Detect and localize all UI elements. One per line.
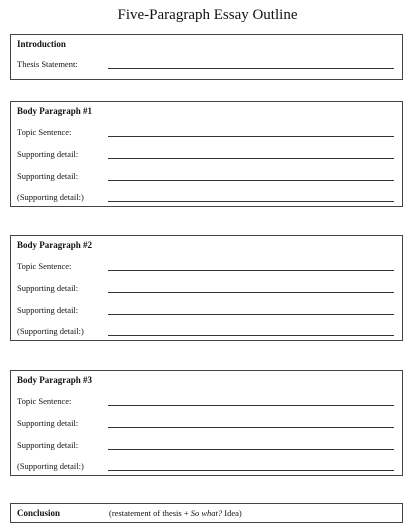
supporting-detail-line[interactable] — [108, 449, 394, 450]
optional-supporting-detail-label: (Supporting detail:) — [17, 326, 84, 336]
optional-supporting-detail-line[interactable] — [108, 470, 394, 471]
supporting-detail-row[interactable] — [11, 282, 402, 294]
topic-sentence-row[interactable] — [11, 260, 402, 272]
supporting-detail-row[interactable] — [11, 417, 402, 429]
supporting-detail-line[interactable] — [108, 180, 394, 181]
supporting-detail-row[interactable] — [11, 439, 402, 451]
conclusion-section — [10, 503, 403, 523]
supporting-detail-label: Supporting detail: — [17, 440, 79, 450]
thesis-statement-line[interactable] — [108, 68, 394, 69]
supporting-detail-line[interactable] — [108, 314, 394, 315]
optional-supporting-detail-line[interactable] — [108, 335, 394, 336]
optional-supporting-detail-line[interactable] — [108, 201, 394, 202]
body-paragraph-3-heading: Body Paragraph #3 — [17, 375, 93, 385]
supporting-detail-label: Supporting detail: — [17, 149, 79, 159]
conclusion-note-italic: So what? — [190, 508, 223, 518]
supporting-detail-line[interactable] — [108, 158, 394, 159]
topic-sentence-label: Topic Sentence: — [17, 127, 72, 137]
optional-supporting-detail-label: (Supporting detail:) — [17, 192, 84, 202]
supporting-detail-line[interactable] — [108, 427, 394, 428]
topic-sentence-label: Topic Sentence: — [17, 396, 72, 406]
thesis-statement-label: Thesis Statement: — [17, 59, 78, 69]
supporting-detail-line[interactable] — [108, 292, 394, 293]
supporting-detail-label: Supporting detail: — [17, 283, 79, 293]
topic-sentence-row[interactable] — [11, 126, 402, 138]
body-paragraph-2-section — [10, 235, 403, 341]
optional-supporting-detail-row[interactable] — [11, 191, 402, 203]
supporting-detail-label: Supporting detail: — [17, 171, 79, 181]
body-paragraph-3-section — [10, 370, 403, 476]
introduction-heading: Introduction — [17, 39, 66, 49]
supporting-detail-row[interactable] — [11, 148, 402, 160]
topic-sentence-label: Topic Sentence: — [17, 261, 72, 271]
topic-sentence-line[interactable] — [108, 136, 394, 137]
page-title: Five-Paragraph Essay Outline — [117, 7, 298, 23]
introduction-section — [10, 34, 403, 80]
conclusion-note-suffix: Idea) — [222, 508, 242, 518]
supporting-detail-label: Supporting detail: — [17, 418, 79, 428]
topic-sentence-row[interactable] — [11, 395, 402, 407]
body-paragraph-1-section — [10, 101, 403, 207]
topic-sentence-line[interactable] — [108, 270, 394, 271]
conclusion-note — [109, 507, 242, 519]
conclusion-note-prefix: (restatement of thesis + — [109, 508, 191, 518]
supporting-detail-row[interactable] — [11, 304, 402, 316]
optional-supporting-detail-row[interactable] — [11, 325, 402, 337]
topic-sentence-line[interactable] — [108, 405, 394, 406]
supporting-detail-label: Supporting detail: — [17, 305, 79, 315]
conclusion-heading: Conclusion — [17, 508, 61, 518]
optional-supporting-detail-row[interactable] — [11, 460, 402, 472]
thesis-statement-row[interactable] — [11, 58, 402, 70]
body-paragraph-2-heading: Body Paragraph #2 — [17, 240, 93, 250]
body-paragraph-1-heading: Body Paragraph #1 — [17, 106, 93, 116]
optional-supporting-detail-label: (Supporting detail:) — [17, 461, 84, 471]
supporting-detail-row[interactable] — [11, 170, 402, 182]
